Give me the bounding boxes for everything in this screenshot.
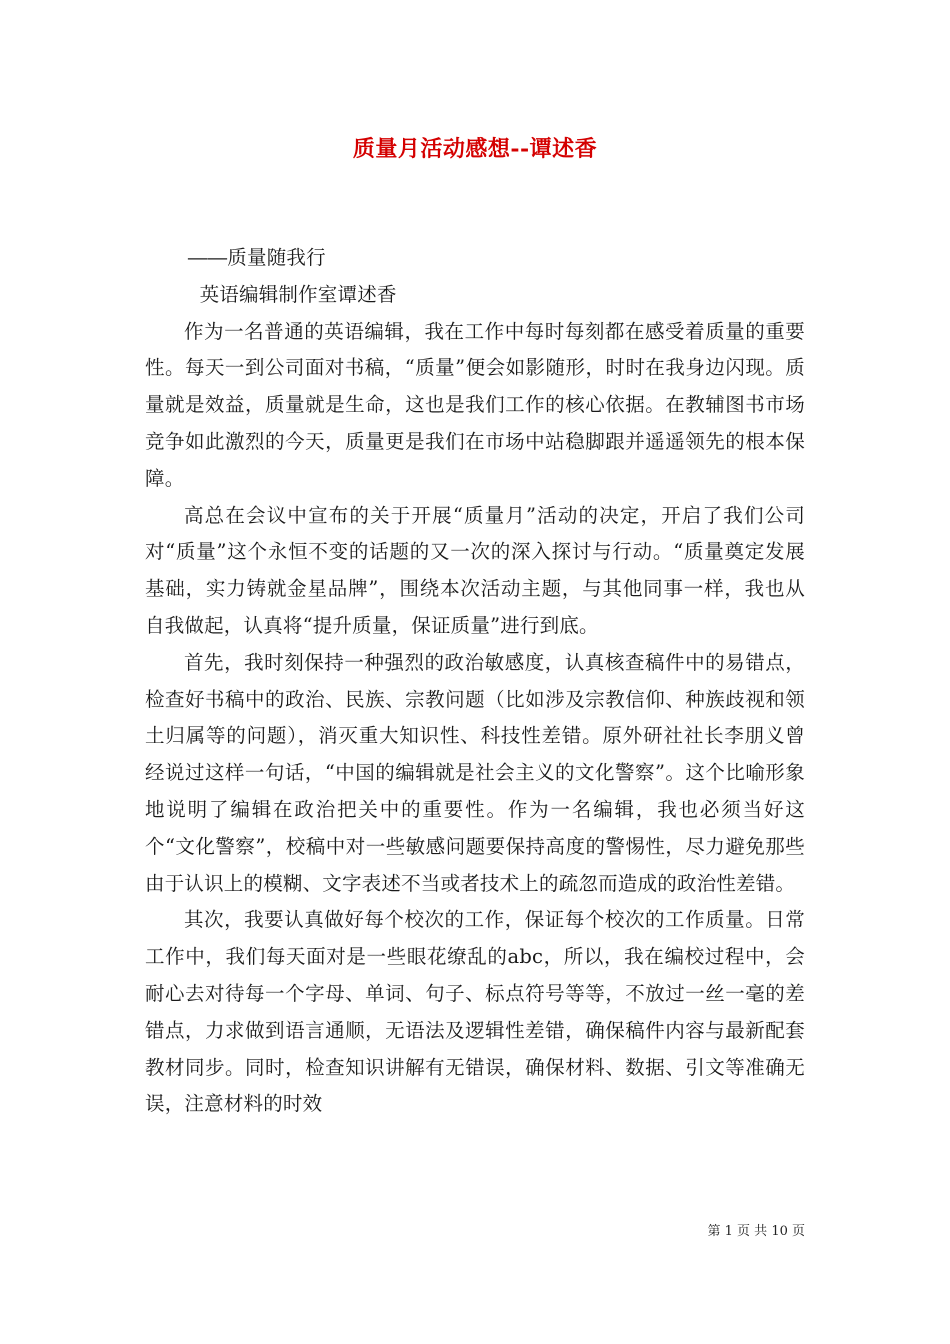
paragraph-3: 首先，我时刻保持一种强烈的政治敏感度，认真核查稿件中的易错点，检查好书稿中的政治、民族、宗教问题（比如涉及宗教信仰、种族歧视和领土归属等的问题），消灭重大知识性、科技性差错。原外研社社长李朋义曾经说过这样一句话，“中国的编辑就是社会主义的文化警察”。这个比喻形象地说明了编辑在政治把关中的重要性。作为一名编辑，我也必须当好这个“文化警察”，校稿中对一些敏感问题要保持高度的警惕性，尽力避免那些由于认识上的模糊、文字表述不当或者技术上的疏忽而造成的政治性差错。 [145, 650, 805, 895]
paragraph-2: 高总在会议中宣布的关于开展“质量月”活动的决定，开启了我们公司对“质量”这个永恒不变的话题的又一次的深入探讨与行动。“质量奠定发展基础，实力铸就金星品牌”，围绕本次活动主题，与其他同事一样，我也从自我做起，认真将“提升质量，保证质量”进行到底。 [145, 503, 805, 637]
paragraph-1: 作为一名普通的英语编辑，我在工作中每时每刻都在感受着质量的重要性。每天一到公司面对书稿，“质量”便会如影随形，时时在我身边闪现。质量就是效益，质量就是生命，这也是我们工作的核心依据。在教辅图书市场竞争如此激烈的今天，质量更是我们在市场中站稳脚跟并遥遥领先的根本保障。 [145, 319, 805, 490]
page-number: 第 1 页 共 10 页 [707, 1224, 805, 1239]
document-title: 质量月活动感想--谭述香 [352, 136, 598, 162]
document-body [145, 240, 805, 1123]
document-subtitle: ――质量随我行 [187, 246, 326, 269]
paragraph-4: 其次，我要认真做好每个校次的工作，保证每个校次的工作质量。日常工作中，我们每天面对是一些眼花缭乱的abc，所以，我在编校过程中，会耐心去对待每一个字母、单词、句子、标点符号等等，不放过一丝一毫的差错点，力求做到语言通顺，无语法及逻辑性差错，确保稿件内容与最新配套教材同步。同时，检查知识讲解有无错误，确保材料、数据、引文等准确无误，注意材料的时效 [145, 908, 805, 1116]
document-byline: 英语编辑制作室谭述香 [199, 282, 397, 306]
